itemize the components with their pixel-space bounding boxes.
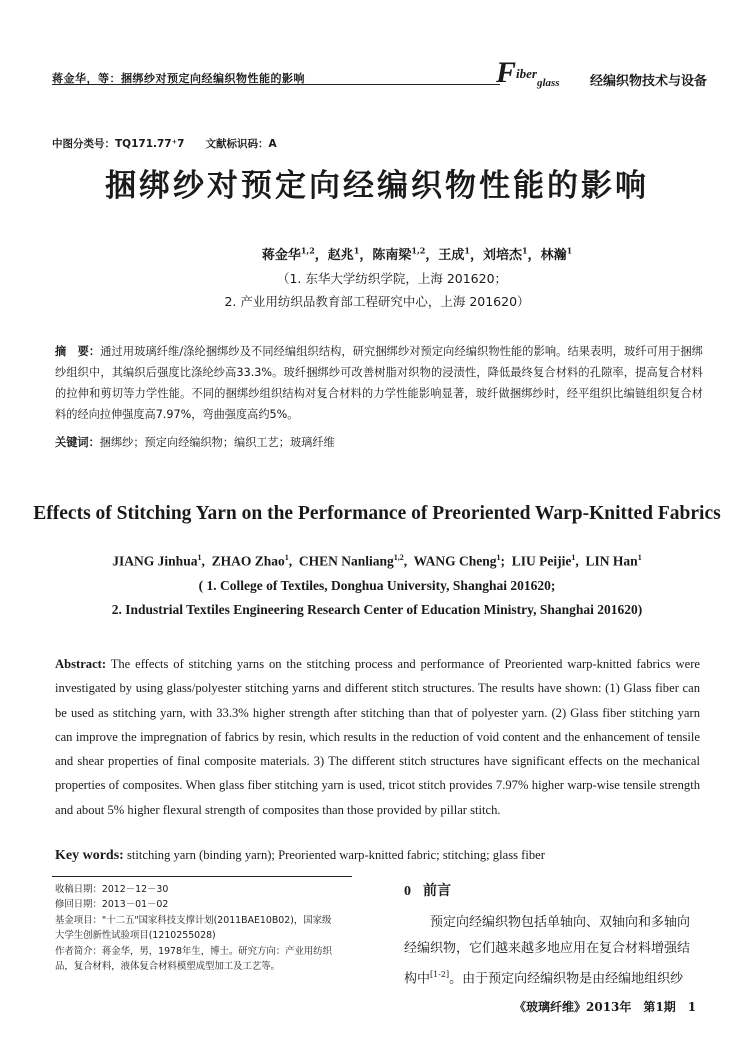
footnote-rule bbox=[52, 876, 352, 877]
abstract-en-text: The effects of stitching yarns on the stitching process and performance of Preoriented warp-knitted fabrics were investigated by using glass/polyester stitching yarns and different stitch structures. The results have shown: (1) Glass fiber can be used as stitching yarn, with 33.3% higher strength after stitching than that of polyester yarn. (2) Glass fiber stitching yarn can improve the impregnation of fabrics by resin, which results in the reduction of void content and the enhancement of tensile and shear properties of final composite materials. 3) The different stitch structures have significant effects on the mechanical properties of composites. When glass fiber stitching yarn is used, tricot stitch provides 7.97% higher warp-wise tensile strength and about 5% higher flexural strength of composites than those provided by pillar stitch. bbox=[55, 657, 700, 817]
page-footer: 《玻璃纤维》2013年 第1期 1 bbox=[514, 1000, 697, 1014]
title-en: Effects of Stitching Yarn on the Performance of Preoriented Warp-Knitted Fabrics bbox=[33, 503, 721, 524]
journal-logo: $F^{iber}_{glass}$ bbox=[496, 56, 560, 89]
author-cn: 陈南梁 bbox=[372, 248, 412, 263]
section-label: 经编织物技术与设备 bbox=[590, 74, 708, 89]
abstract-cn-text: 通过用玻璃纤维/涤纶捆绑纱及不同经编组织结构，研究捆绑纱对预定向经编织物性能的影响。结果表明，玻纤可用于捆绑纱组织中，其编织后强度比涤纶纱高33.3%。玻纤捆绑纱可改善树脂对织物的浸渍性，降低最终复合材料的孔隙率，提高复合材料的拉伸和剪切等力学性能。不同的捆绑纱组织结构对复合材料的力学性能影响显著，玻纤做捆绑纱时，经平组织比编链组织复合材料的经向拉伸强度高7.97%，弯曲强度高约5%。 bbox=[55, 345, 703, 421]
author-cn: 刘培杰 bbox=[482, 248, 522, 263]
affiliation-cn-1: （1. 东华大学纺织学院，上海 201620； bbox=[276, 271, 508, 286]
abstract-cn-label: 摘 要： bbox=[55, 345, 101, 358]
author-cn: 林瀚 bbox=[540, 248, 567, 263]
keywords-en: Key words: stitching yarn (binding yarn); Preoriented warp-knitted fabric; stitching; glass fiber bbox=[55, 848, 545, 863]
body-text: 预定向经编织物包括单轴向、双轴向和多轴向 经编织物，它们越来越多地应用在复合材料增强结 构中[1-2]。由于预定向经编织物是由经编地组织纱 bbox=[404, 915, 691, 987]
footnote: 收稿日期：2012－12－30 修回日期：2013－01－02 基金项目："十二五"国家科技支撑计划(2011BAE10B02)，国家级 大学生创新性试验项目(1210255028) 作者简介：蒋金华，男，1978年生，博士。研究方向：产业用纺织 品，复合材料，液体复合材料模塑成型加工及工艺等。 bbox=[55, 884, 332, 973]
keywords-cn: 关键词：捆绑纱；预定向经编织物；编织工艺；玻璃纤维 bbox=[55, 436, 335, 449]
author-cn: 王成 bbox=[438, 248, 465, 263]
classification-code: 中图分类号：TQ171.77⁺7 文献标识码：A bbox=[52, 138, 277, 150]
abstract-en-label: Abstract: bbox=[55, 657, 107, 671]
authors-en: JIANG Jinhua$^1$, ZHAO Zhao$^1$, CHEN Nanliang$^{1,2}$, WANG Cheng$^1$; LIU Peijie$^1$, LIN Han$^1$ bbox=[112, 553, 642, 569]
header-rule bbox=[52, 84, 500, 85]
title-cn: 捆绑纱对预定向经编织物性能的影响 bbox=[105, 168, 649, 204]
author-cn: 蒋金华 bbox=[261, 248, 301, 263]
abstract-en bbox=[55, 652, 700, 822]
affiliation-en-1: ( 1. College of Textiles, Donghua University, Shanghai 201620; bbox=[198, 578, 556, 593]
author-cn: 赵兆 bbox=[327, 248, 354, 263]
section-heading: 0 前言 bbox=[404, 883, 451, 899]
affiliation-en-2: 2. Industrial Textiles Engineering Research Center of Education Ministry, Shanghai 201620) bbox=[111, 602, 643, 617]
running-title: 蒋金华，等：捆绑纱对预定向经编织物性能的影响 bbox=[52, 72, 305, 85]
citation-ref: [1-2] bbox=[430, 970, 450, 979]
authors-cn: 蒋金华$^{1,2}$，赵兆$^1$，陈南梁$^{1,2}$，王成$^1$，刘培杰$^1$，林瀚$^1$ bbox=[261, 245, 573, 263]
abstract-cn bbox=[55, 341, 703, 425]
affiliation-cn-2: 2. 产业用纺织品教育部工程研究中心，上海 201620） bbox=[224, 294, 530, 309]
